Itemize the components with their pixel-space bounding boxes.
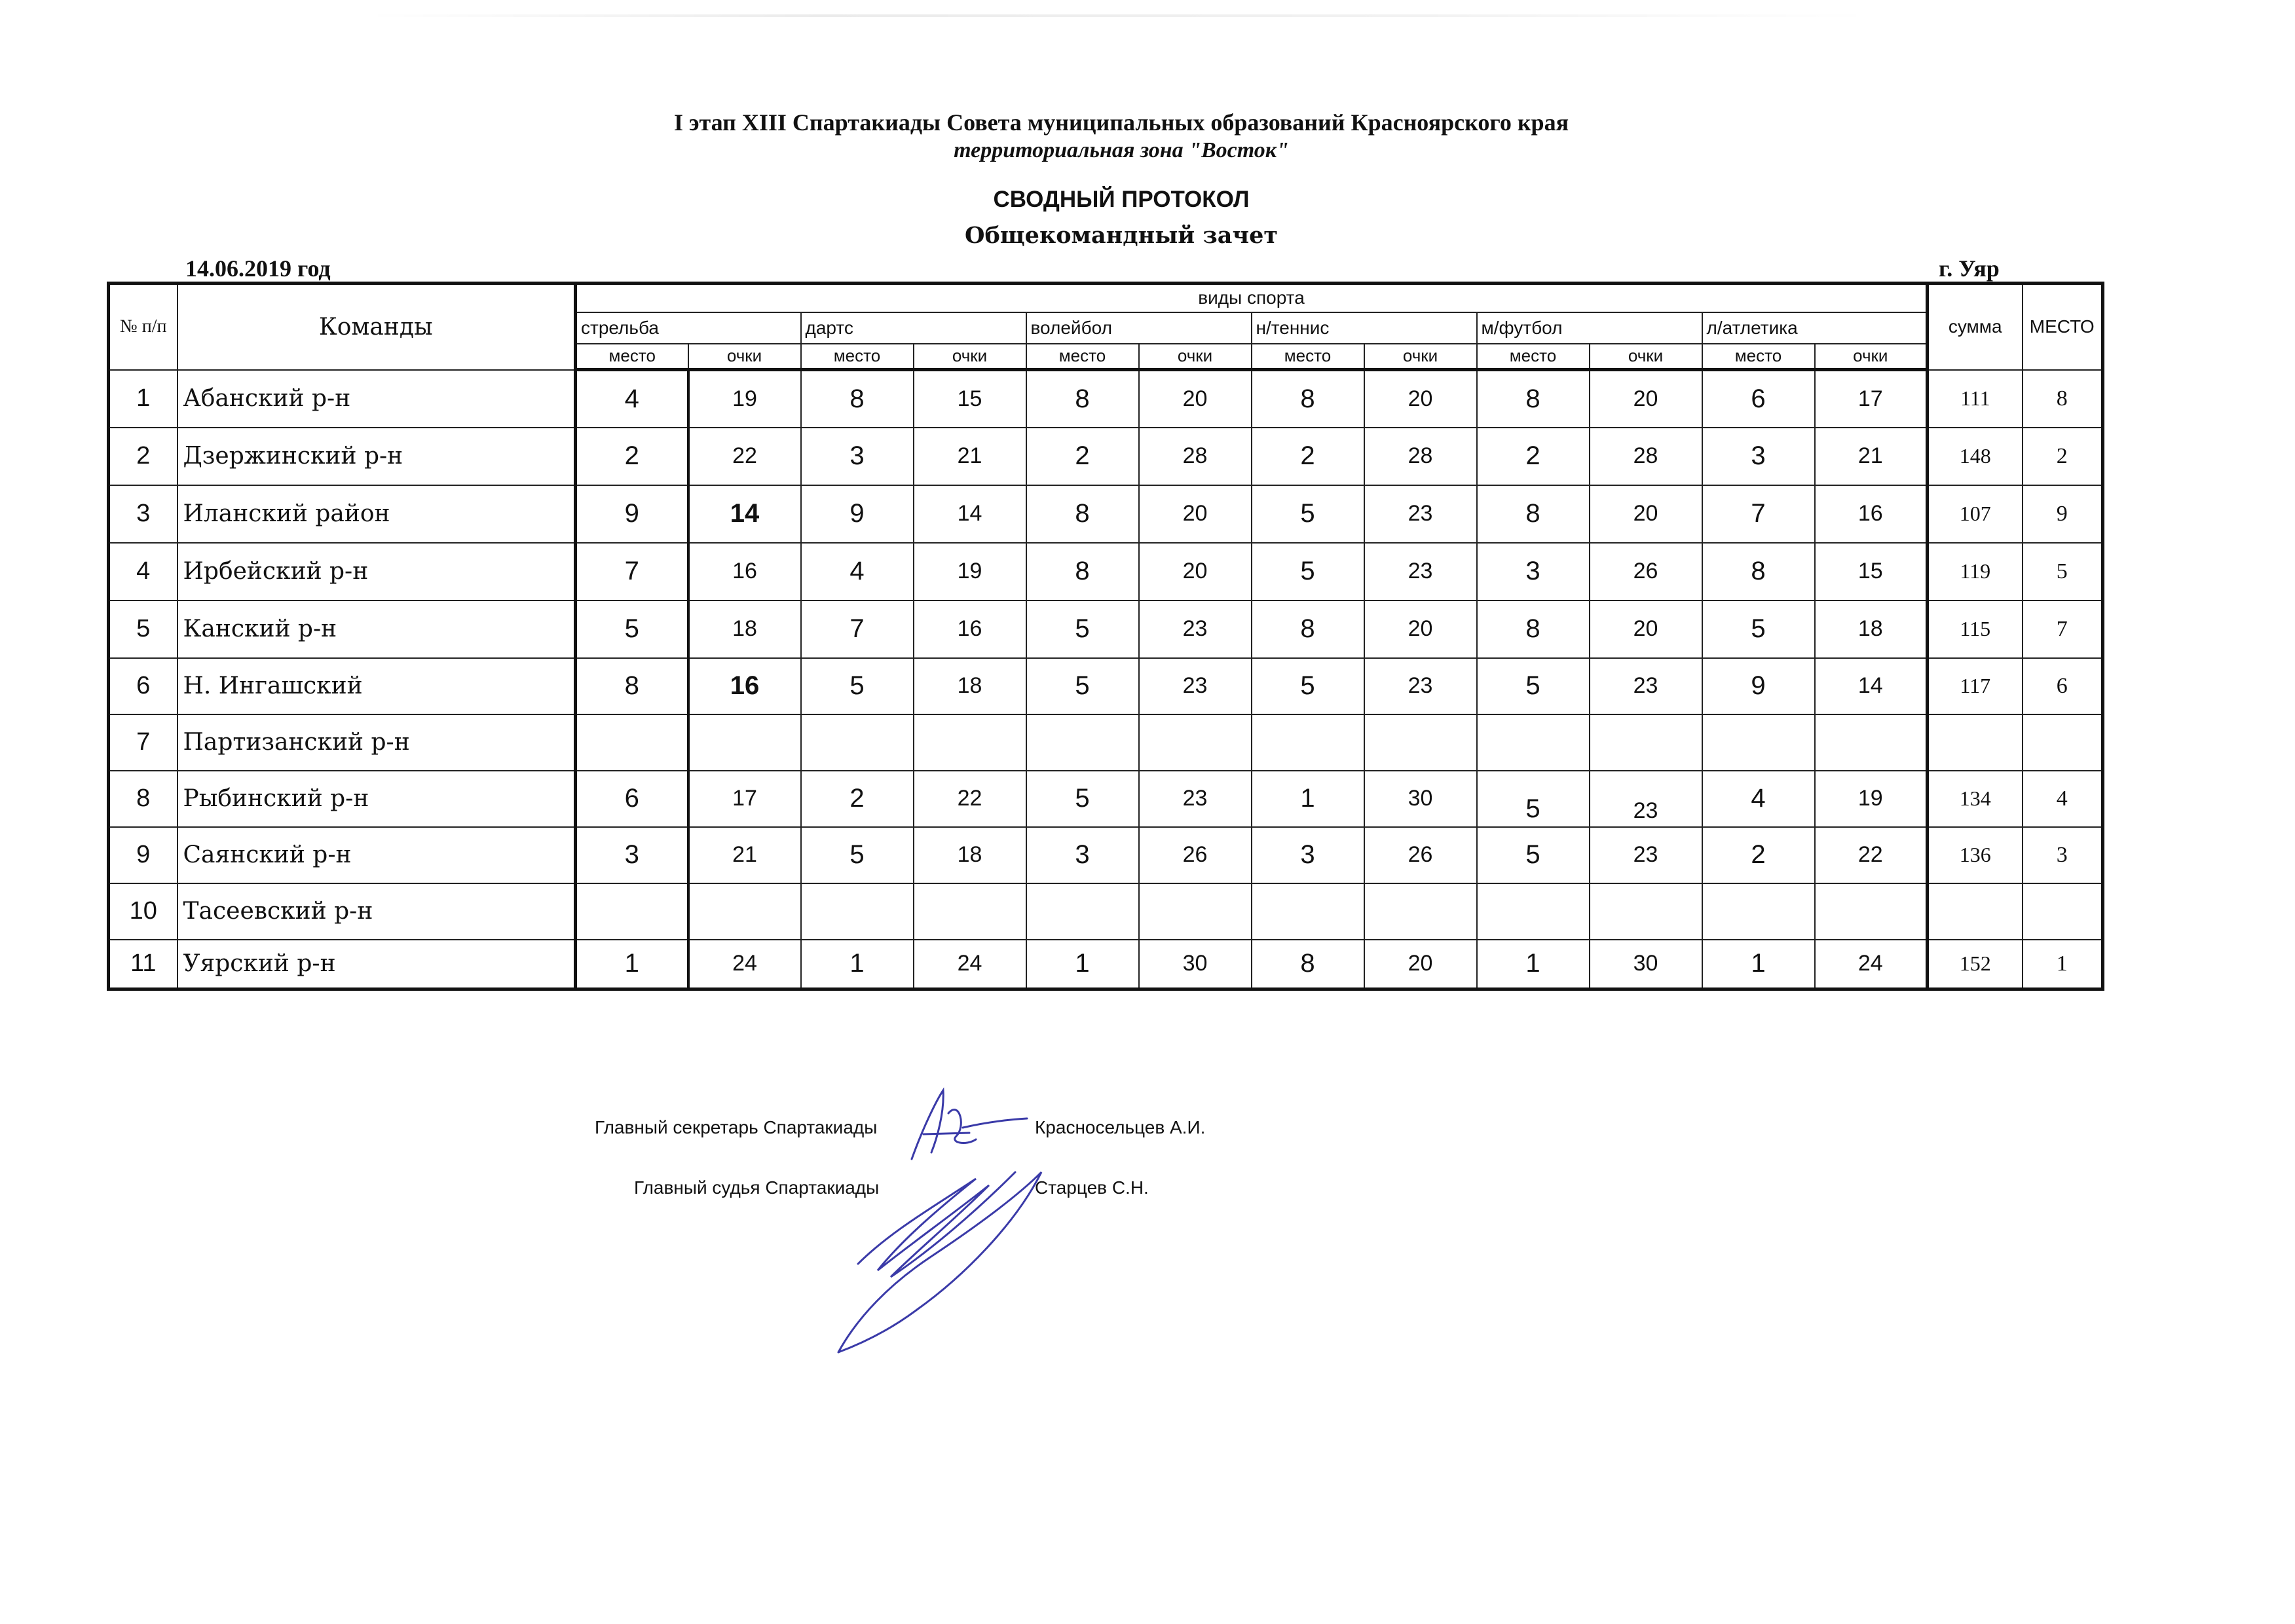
points-cell: 28 <box>1139 428 1252 485</box>
place-cell: 3 <box>576 827 688 883</box>
points-cell: 24 <box>1815 940 1928 989</box>
place-cell <box>1252 883 1364 940</box>
points-cell: 20 <box>1139 370 1252 428</box>
place-cell <box>1026 883 1139 940</box>
place-cell: 1 <box>1026 940 1139 989</box>
table-row <box>109 370 2103 428</box>
judge-signature <box>819 1133 1068 1369</box>
place-cell: 8 <box>1477 600 1590 658</box>
header-num: № п/п <box>109 284 177 370</box>
sum-cell: 136 <box>1928 827 2023 883</box>
header-sub-place: место <box>801 344 914 370</box>
place-cell: 7 <box>1702 485 1815 543</box>
row-number: 10 <box>109 883 177 940</box>
points-cell: 21 <box>688 827 801 883</box>
place-cell: 8 <box>576 658 688 714</box>
results-table <box>107 282 2104 991</box>
points-cell <box>1590 883 1702 940</box>
team-name: Тасеевский р-н <box>177 883 576 940</box>
points-cell: 15 <box>914 370 1026 428</box>
header-sub-points: очки <box>688 344 801 370</box>
place-cell: 5 <box>1026 771 1139 827</box>
secretary-name: Красносельцев А.И. <box>1035 1117 1206 1137</box>
header-sub-place: место <box>576 344 688 370</box>
place-cell: 8 <box>1252 940 1364 989</box>
row-number: 2 <box>109 428 177 485</box>
place-cell: 8 <box>1026 370 1139 428</box>
team-name: Саянский р-н <box>177 827 576 883</box>
sum-cell: 134 <box>1928 771 2023 827</box>
place-cell: 8 <box>801 370 914 428</box>
points-cell <box>914 883 1026 940</box>
points-cell: 16 <box>1815 485 1928 543</box>
points-cell <box>1815 883 1928 940</box>
place-cell: 5 <box>1477 771 1590 827</box>
sum-cell: 148 <box>1928 428 2023 485</box>
row-number: 8 <box>109 771 177 827</box>
place-cell: 9 <box>576 485 688 543</box>
team-name: Дзержинский р-н <box>177 428 576 485</box>
document-title: I этап XIII Спартакиады Совета муниципальных образований Красноярского края <box>673 109 1569 136</box>
points-cell: 23 <box>1139 600 1252 658</box>
header-sub-points: очки <box>1364 344 1477 370</box>
points-cell: 20 <box>1364 600 1477 658</box>
team-name: Ирбейский р-н <box>177 543 576 600</box>
place-cell: 2 <box>576 428 688 485</box>
points-cell: 17 <box>688 771 801 827</box>
points-cell: 21 <box>914 428 1026 485</box>
points-cell: 20 <box>1590 485 1702 543</box>
points-cell: 30 <box>1364 771 1477 827</box>
row-number: 3 <box>109 485 177 543</box>
header-sub-place: место <box>1252 344 1364 370</box>
rank-cell <box>2023 714 2103 771</box>
header-sports-group: виды спорта <box>576 284 1928 312</box>
place-cell: 8 <box>1477 370 1590 428</box>
table-row <box>109 827 2103 883</box>
rank-cell: 4 <box>2023 771 2103 827</box>
event-city: г. Уяр <box>1939 255 2000 282</box>
points-cell: 21 <box>1815 428 1928 485</box>
place-cell: 3 <box>1252 827 1364 883</box>
header-sub-points: очки <box>914 344 1026 370</box>
rank-cell: 3 <box>2023 827 2103 883</box>
place-cell: 8 <box>1026 543 1139 600</box>
points-cell: 30 <box>1590 940 1702 989</box>
points-cell: 26 <box>1364 827 1477 883</box>
points-cell <box>914 714 1026 771</box>
points-cell: 14 <box>914 485 1026 543</box>
document-subtitle: территориальная зона "Восток" <box>954 138 1289 162</box>
points-cell: 23 <box>1139 658 1252 714</box>
rank-cell <box>2023 883 2103 940</box>
place-cell: 3 <box>801 428 914 485</box>
sum-cell <box>1928 883 2023 940</box>
place-cell: 4 <box>1702 771 1815 827</box>
points-cell <box>1590 714 1702 771</box>
header-rank: МЕСТО <box>2023 284 2103 370</box>
points-cell: 28 <box>1364 428 1477 485</box>
points-cell: 18 <box>1815 600 1928 658</box>
points-cell: 23 <box>1364 543 1477 600</box>
place-cell: 3 <box>1026 827 1139 883</box>
row-number: 6 <box>109 658 177 714</box>
place-cell <box>1702 714 1815 771</box>
sum-cell: 107 <box>1928 485 2023 543</box>
team-name: Н. Ингашский <box>177 658 576 714</box>
header-sport: дартс <box>801 312 1026 344</box>
row-number: 9 <box>109 827 177 883</box>
table-row <box>109 714 2103 771</box>
sum-cell: 152 <box>1928 940 2023 989</box>
place-cell: 5 <box>1702 600 1815 658</box>
table-row <box>109 658 2103 714</box>
rank-cell: 8 <box>2023 370 2103 428</box>
place-cell: 5 <box>1252 543 1364 600</box>
place-cell: 5 <box>1252 485 1364 543</box>
place-cell: 3 <box>1477 543 1590 600</box>
header-sub-points: очки <box>1815 344 1928 370</box>
points-cell: 17 <box>1815 370 1928 428</box>
points-cell: 28 <box>1590 428 1702 485</box>
row-number: 7 <box>109 714 177 771</box>
place-cell: 7 <box>801 600 914 658</box>
scan-artifact <box>367 14 1873 17</box>
points-cell: 16 <box>688 543 801 600</box>
place-cell <box>576 883 688 940</box>
place-cell: 5 <box>1026 600 1139 658</box>
place-cell: 5 <box>1477 658 1590 714</box>
place-cell: 5 <box>801 827 914 883</box>
rank-cell: 5 <box>2023 543 2103 600</box>
place-cell: 5 <box>801 658 914 714</box>
team-name: Канский р-н <box>177 600 576 658</box>
points-cell: 14 <box>688 485 801 543</box>
place-cell: 1 <box>801 940 914 989</box>
header-team: Команды <box>177 284 576 370</box>
points-cell: 26 <box>1590 543 1702 600</box>
header-sport: л/атлетика <box>1702 312 1928 344</box>
points-cell: 30 <box>1139 940 1252 989</box>
protocol-title: СВОДНЫЙ ПРОТОКОЛ <box>993 187 1250 212</box>
judge-label: Главный судья Спартакиады <box>634 1177 880 1198</box>
points-cell <box>1139 883 1252 940</box>
header-sub-points: очки <box>1590 344 1702 370</box>
table-row <box>109 771 2103 827</box>
points-cell: 20 <box>1590 600 1702 658</box>
place-cell: 8 <box>1477 485 1590 543</box>
place-cell: 8 <box>1702 543 1815 600</box>
table-row <box>109 428 2103 485</box>
place-cell: 6 <box>576 771 688 827</box>
place-cell: 5 <box>1477 827 1590 883</box>
place-cell: 2 <box>1702 827 1815 883</box>
place-cell: 6 <box>1702 370 1815 428</box>
header-sport: стрельба <box>576 312 801 344</box>
sum-cell: 111 <box>1928 370 2023 428</box>
judge-name: Старцев С.Н. <box>1035 1177 1149 1198</box>
points-cell: 22 <box>688 428 801 485</box>
points-cell: 19 <box>914 543 1026 600</box>
header-sub-place: место <box>1026 344 1139 370</box>
place-cell: 4 <box>801 543 914 600</box>
place-cell: 8 <box>1026 485 1139 543</box>
header-sport: м/футбол <box>1477 312 1702 344</box>
row-number: 4 <box>109 543 177 600</box>
standing-title: Общекомандный зачет <box>964 222 1278 249</box>
table-row <box>109 543 2103 600</box>
header-sport: н/теннис <box>1252 312 1477 344</box>
place-cell <box>801 883 914 940</box>
points-cell: 20 <box>1139 543 1252 600</box>
place-cell: 5 <box>1026 658 1139 714</box>
points-cell: 22 <box>914 771 1026 827</box>
points-cell <box>1364 883 1477 940</box>
points-cell <box>688 714 801 771</box>
place-cell <box>1026 714 1139 771</box>
secretary-label: Главный секретарь Спартакиады <box>595 1117 878 1137</box>
points-cell: 18 <box>914 658 1026 714</box>
place-cell: 2 <box>1477 428 1590 485</box>
place-cell <box>801 714 914 771</box>
place-cell: 9 <box>1702 658 1815 714</box>
header-sum: сумма <box>1928 284 2023 370</box>
points-cell: 20 <box>1364 370 1477 428</box>
place-cell: 1 <box>1252 771 1364 827</box>
points-cell: 18 <box>688 600 801 658</box>
header-sub-place: место <box>1702 344 1815 370</box>
points-cell: 23 <box>1590 827 1702 883</box>
sum-cell <box>1928 714 2023 771</box>
place-cell <box>1702 883 1815 940</box>
place-cell: 5 <box>576 600 688 658</box>
points-cell: 26 <box>1139 827 1252 883</box>
points-cell: 15 <box>1815 543 1928 600</box>
place-cell: 1 <box>1477 940 1590 989</box>
table-row <box>109 485 2103 543</box>
points-cell: 23 <box>1139 771 1252 827</box>
points-cell: 16 <box>688 658 801 714</box>
sum-cell: 119 <box>1928 543 2023 600</box>
place-cell: 1 <box>576 940 688 989</box>
rank-cell: 9 <box>2023 485 2103 543</box>
event-date: 14.06.2019 год <box>185 255 331 282</box>
table-row <box>109 600 2103 658</box>
team-name: Иланский район <box>177 485 576 543</box>
place-cell: 2 <box>801 771 914 827</box>
team-name: Абанский р-н <box>177 370 576 428</box>
sum-cell: 117 <box>1928 658 2023 714</box>
header-sub-points: очки <box>1139 344 1252 370</box>
team-name: Уярский р-н <box>177 940 576 989</box>
points-cell: 23 <box>1364 658 1477 714</box>
place-cell: 8 <box>1252 600 1364 658</box>
points-cell <box>688 883 801 940</box>
row-number: 5 <box>109 600 177 658</box>
points-cell: 16 <box>914 600 1026 658</box>
team-name: Рыбинский р-н <box>177 771 576 827</box>
points-cell: 20 <box>1364 940 1477 989</box>
place-cell: 2 <box>1026 428 1139 485</box>
points-cell <box>1139 714 1252 771</box>
row-number: 11 <box>109 940 177 989</box>
place-cell: 4 <box>576 370 688 428</box>
points-cell: 18 <box>914 827 1026 883</box>
header-sub-place: место <box>1477 344 1590 370</box>
row-number: 1 <box>109 370 177 428</box>
place-cell: 2 <box>1252 428 1364 485</box>
place-cell <box>1477 883 1590 940</box>
rank-cell: 6 <box>2023 658 2103 714</box>
points-cell: 20 <box>1590 370 1702 428</box>
rank-cell: 7 <box>2023 600 2103 658</box>
place-cell <box>1252 714 1364 771</box>
points-cell: 14 <box>1815 658 1928 714</box>
points-cell: 22 <box>1815 827 1928 883</box>
place-cell: 7 <box>576 543 688 600</box>
points-cell: 24 <box>914 940 1026 989</box>
team-name: Партизанский р-н <box>177 714 576 771</box>
points-cell: 24 <box>688 940 801 989</box>
place-cell: 5 <box>1252 658 1364 714</box>
points-cell: 20 <box>1139 485 1252 543</box>
table-row <box>109 883 2103 940</box>
place-cell: 3 <box>1702 428 1815 485</box>
place-cell <box>576 714 688 771</box>
place-cell: 9 <box>801 485 914 543</box>
rank-cell: 1 <box>2023 940 2103 989</box>
place-cell: 1 <box>1702 940 1815 989</box>
points-cell <box>1364 714 1477 771</box>
points-cell: 23 <box>1590 658 1702 714</box>
points-cell <box>1815 714 1928 771</box>
table-row <box>109 940 2103 989</box>
place-cell: 8 <box>1252 370 1364 428</box>
place-cell <box>1477 714 1590 771</box>
points-cell: 19 <box>1815 771 1928 827</box>
points-cell: 23 <box>1590 771 1702 827</box>
sum-cell: 115 <box>1928 600 2023 658</box>
rank-cell: 2 <box>2023 428 2103 485</box>
points-cell: 23 <box>1364 485 1477 543</box>
points-cell: 19 <box>688 370 801 428</box>
header-sport: волейбол <box>1026 312 1252 344</box>
